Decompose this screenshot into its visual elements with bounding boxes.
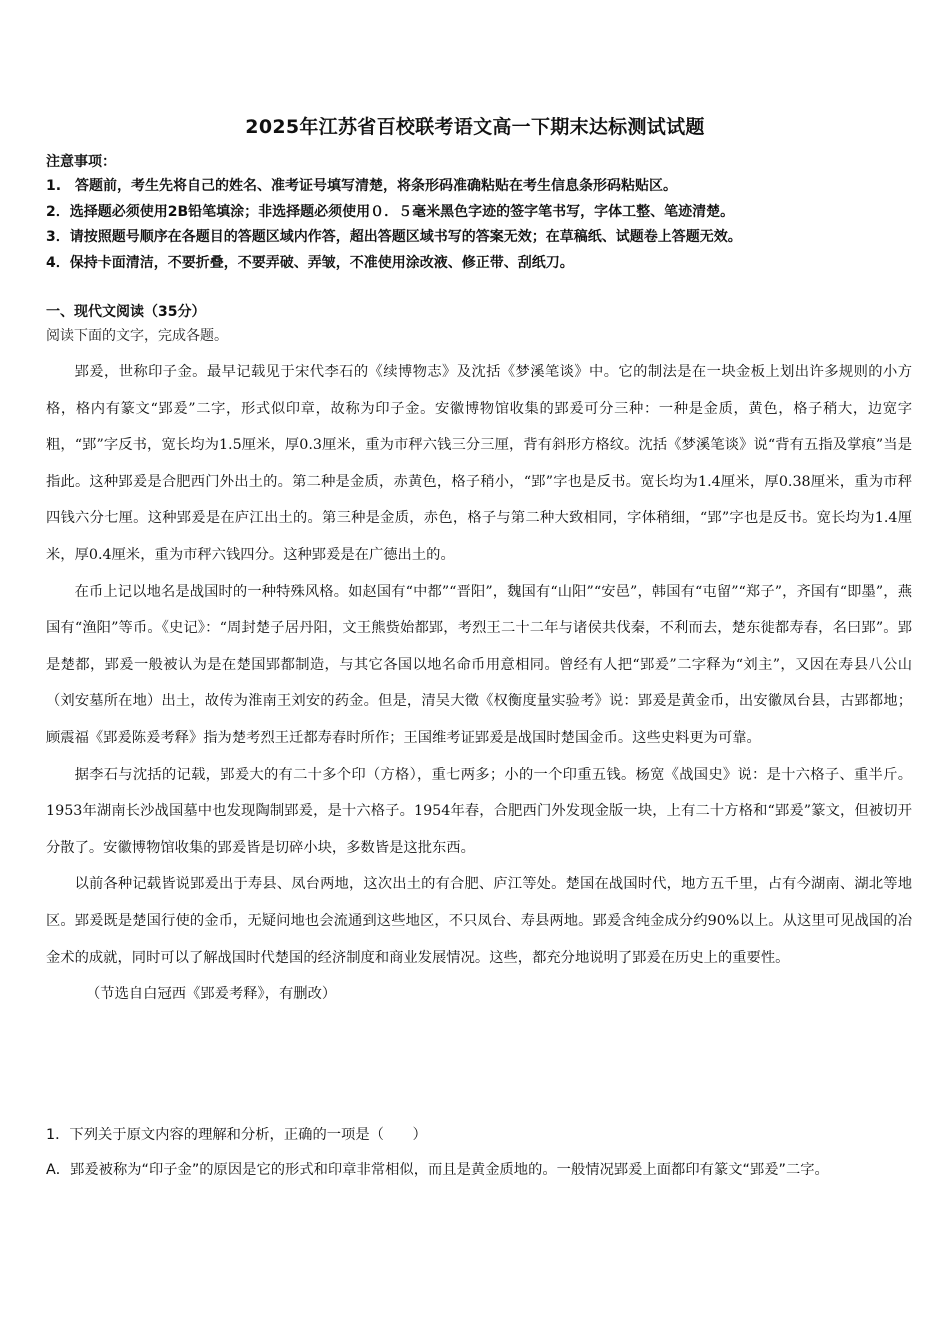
passage-paragraph: 据李石与沈括的记载，郢爰大的有二十多个印（方格），重七两多；小的一个印重五钱。杨宽《战国史》说：是十六格子、重半斤。1953年湖南长沙战国墓中也发现陶制郢爰，是十六格子。1954年春，合肥西门外发现金版一块，上有二十方格和“郢爰”篆文，但被切开分散了。安徽博物馆收集的郢爰皆是切碎小块，多数皆是这批东西。 bbox=[46, 766, 912, 856]
notice-block bbox=[46, 150, 916, 276]
section-header bbox=[46, 300, 916, 348]
passage-paragraph: 郢爰，世称印子金。最早记载见于宋代李石的《续博物志》及沈括《梦溪笔谈》中。它的制法是在一块金板上划出许多规则的小方格，格内有篆文“郢爰”二字，形式似印章，故称为印子金。安徽博物馆收集的郢爰可分三种：一种是金质，黄色，格子稍大，边宽字粗，“郢”字反书，宽长均为1.5厘米，厚0.3厘米，重为市秤六钱三分三厘，背有斜形方格纹。沈括《梦溪笔谈》说“背有五指及掌痕”当是指此。这种郢爰是合肥西门外出土的。第二种是金质，赤黄色，格子稍小，“郢”字也是反书。宽长均为1.4厘米，厚0.38厘米，重为市秤四钱六分七厘。这种郢爰是在庐江出土的。第三种是金质，赤色，格子与第二种大致相同，字体稍细，“郢”字也是反书。宽长均为1.4厘米，厚0.4厘米，重为市秤六钱四分。这种郢爰是在广德出土的。 bbox=[46, 364, 912, 563]
passage-paragraph: 以前各种记载皆说郢爰出于寿县、凤台两地，这次出土的有合肥、庐江等处。楚国在战国时代，地方五千里，占有今湖南、湖北等地区。郢爰既是楚国行使的金币，无疑问地也会流通到这些地区，不只凤台、寿县两地。郢爰含纯金成分约90%以上。从这里可见战国的冶金术的成就，同时可以了解战国时代楚国的经济制度和商业发展情况。这些，都充分地说明了郢爰在历史上的重要性。 bbox=[46, 876, 912, 966]
question-1-option-a: A．郢爰被称为“印子金”的原因是它的形式和印章非常相似，而且是黄金质地的。一般情况郢爰上面都印有篆文“郢爰”二字。 bbox=[46, 1162, 829, 1178]
section-heading: 一、现代文阅读（35分） bbox=[46, 304, 206, 320]
notice-item-1: 1. 答题前，考生先将自己的姓名、准考证号填写清楚，将条形码准确粘贴在考生信息条形码粘贴区。 bbox=[46, 178, 678, 194]
notice-item-4: 4．保持卡面清洁，不要折叠，不要弄破、弄皱，不准使用涂改液、修正带、刮纸刀。 bbox=[46, 254, 574, 271]
question-block bbox=[46, 1118, 912, 1188]
exam-title: 2025年江苏省百校联考语文高一下期末达标测试试题 bbox=[245, 116, 705, 138]
question-1-stem: 1．下列关于原文内容的理解和分析，正确的一项是（ ） bbox=[46, 1127, 427, 1143]
section-instruction: 阅读下面的文字，完成各题。 bbox=[46, 328, 228, 344]
notice-heading: 注意事项： bbox=[46, 154, 116, 170]
notice-item-3: 3．请按照题号顺序在各题目的答题区域内作答，超出答题区域书写的答案无效；在草稿纸、试题卷上答题无效。 bbox=[46, 229, 742, 245]
notice-item-2: 2．选择题必须使用2B铅笔填涂；非选择题必须使用０．５毫米黑色字迹的签字笔书写，字体工整、笔迹清楚。 bbox=[46, 203, 735, 220]
passage-paragraph: 在币上记以地名是战国时的一种特殊风格。如赵国有“中都”“晋阳”，魏国有“山阳”“安邑”，韩国有“屯留”“郑子”，齐国有“即墨”，燕国有“渔阳”等币。《史记》：“周封楚子居丹阳，文王熊赀始都郢，考烈王二十二年与诸侯共伐秦，不利而去，楚东徙都寿春，名曰郢”。郢是楚都，郢爰一般被认为是在楚国郢都制造，与其它各国以地名命币用意相同。曾经有人把“郢爰”二字释为“刘主”，又因在寿县八公山（刘安墓所在地）出土，故传为淮南王刘安的药金。但是，清吴大徵《权衡度量实验考》说：郢爰是黄金币，出安徽凤台县，古郢都地；顾震福《郢爰陈爰考释》指为楚考烈王迁都寿春时所作；王国维考证郢爰是战国时楚国金币。这些史料更为可靠。 bbox=[46, 583, 912, 746]
passage-source: （节选自白冠西《郢爰考释》，有删改） bbox=[86, 986, 337, 1003]
reading-passage bbox=[46, 354, 912, 1012]
